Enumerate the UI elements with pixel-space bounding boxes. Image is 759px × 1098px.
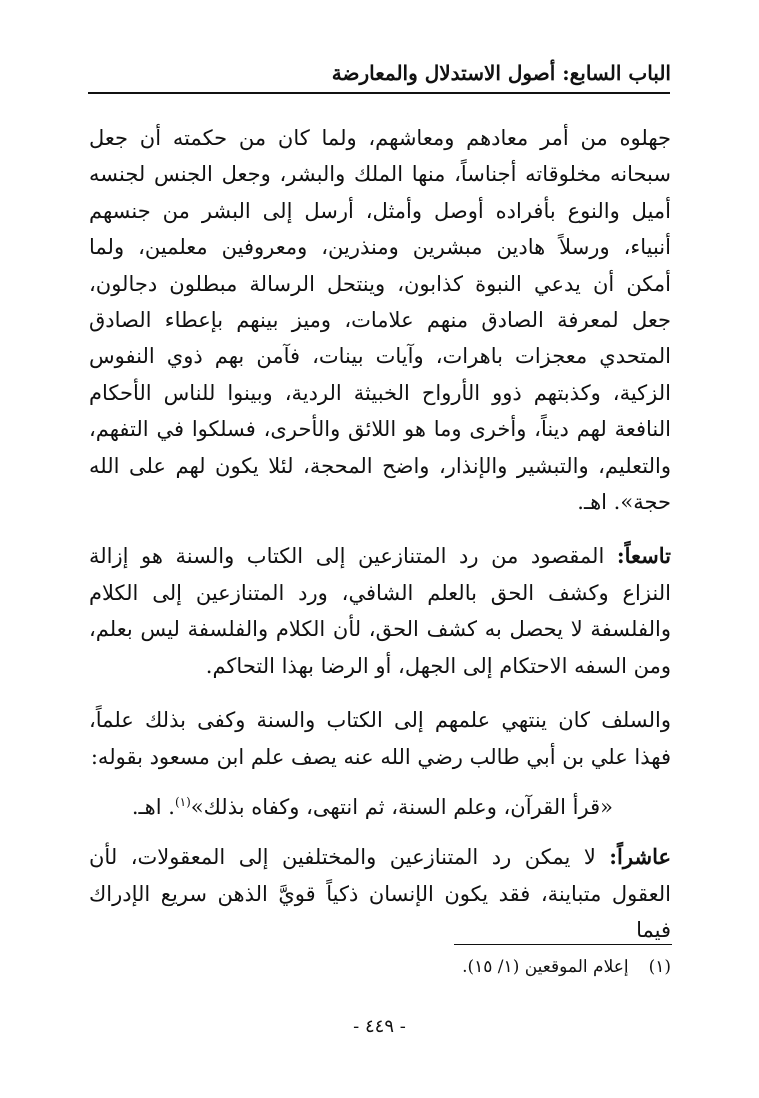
quote-line — [89, 789, 671, 825]
main-text — [89, 120, 671, 949]
ninth-text: المقصود من رد المتنازعين إلى الكتاب والسنة هو إزالة النزاع وكشف الحق بالعلم الشافي، ورد المتنازعين إلى الكلام والفلسفة لا يحصل به كشف الحق، لأن الكلام والفلسفة ليس بعلم، ومن السفه الاحتكام إلى الجهل، أو الرضا بهذا التحاكم. — [89, 544, 671, 678]
header-rule — [88, 92, 670, 94]
footnote-number: (١) — [648, 957, 671, 977]
footnote-text: إعلام الموقعين (١/ ١٥). — [462, 957, 629, 977]
paragraph-tenth — [89, 839, 671, 948]
quote-text: «قرأ القرآن، وعلم السنة، ثم انتهى، وكفاه بذلك» — [190, 794, 613, 819]
page-number: - ٤٤٩ - — [353, 1016, 406, 1037]
footnote — [89, 953, 671, 981]
quote-end: . اهـ. — [131, 794, 175, 819]
footnote-ref: (١) — [174, 794, 191, 809]
paragraph-continuation: جهلوه من أمر معادهم ومعاشهم، ولما كان من حكمته أن جعل سبحانه مخلوقاته أجناساً، منها الملك والبشر، وجعل الجنس لجنسه أميل والنوع بأفراده أوصل وأمثل، أرسل إلى البشر من جنسهم أنبياء، ورسلاً هادين مبشرين ومنذرين، ومعروفين معلمين، ولما أمكن أن يدعي النبوة كذابون، وينتحل الرسالة مبطلون دجالون، جعل لمعرفة الصادق منهم علامات، وميز بينهم بإعطاء الصادق المتحدي معجزات باهرات، وآيات بينات، فآمن بهم ذوي النفوس الزكية، وكذبتهم ذوو الأرواح الخبيثة الردية، وبينوا للناس الأحكام النافعة لهم ديناً، وأخرى وما هو اللائق والأحرى، فسلكوا في التفهم، والتعليم، والتبشير والإنذار، واضح المحجة، لئلا يكون لهم على الله حجة». اهـ. — [89, 126, 671, 515]
tenth-label: عاشراً: — [609, 844, 671, 870]
paragraph-ninth — [89, 538, 671, 684]
tenth-text: لا يمكن رد المتنازعين والمختلفين إلى المعقولات، لأن العقول متباينة، فقد يكون الإنسان ذكياً قويَّ الذهن سريع الإدراك فيما — [89, 845, 671, 943]
running-header: الباب السابع: أصول الاستدلال والمعارضة — [331, 61, 671, 85]
ninth-label: تاسعاً: — [616, 543, 671, 569]
footnote-rule — [454, 944, 672, 945]
paragraph-salaf: والسلف كان ينتهي علمهم إلى الكتاب والسنة وكفى بذلك علماً، فهذا علي بن أبي طالب رضي الله عنه يصف علم ابن مسعود بقوله: — [89, 708, 671, 769]
